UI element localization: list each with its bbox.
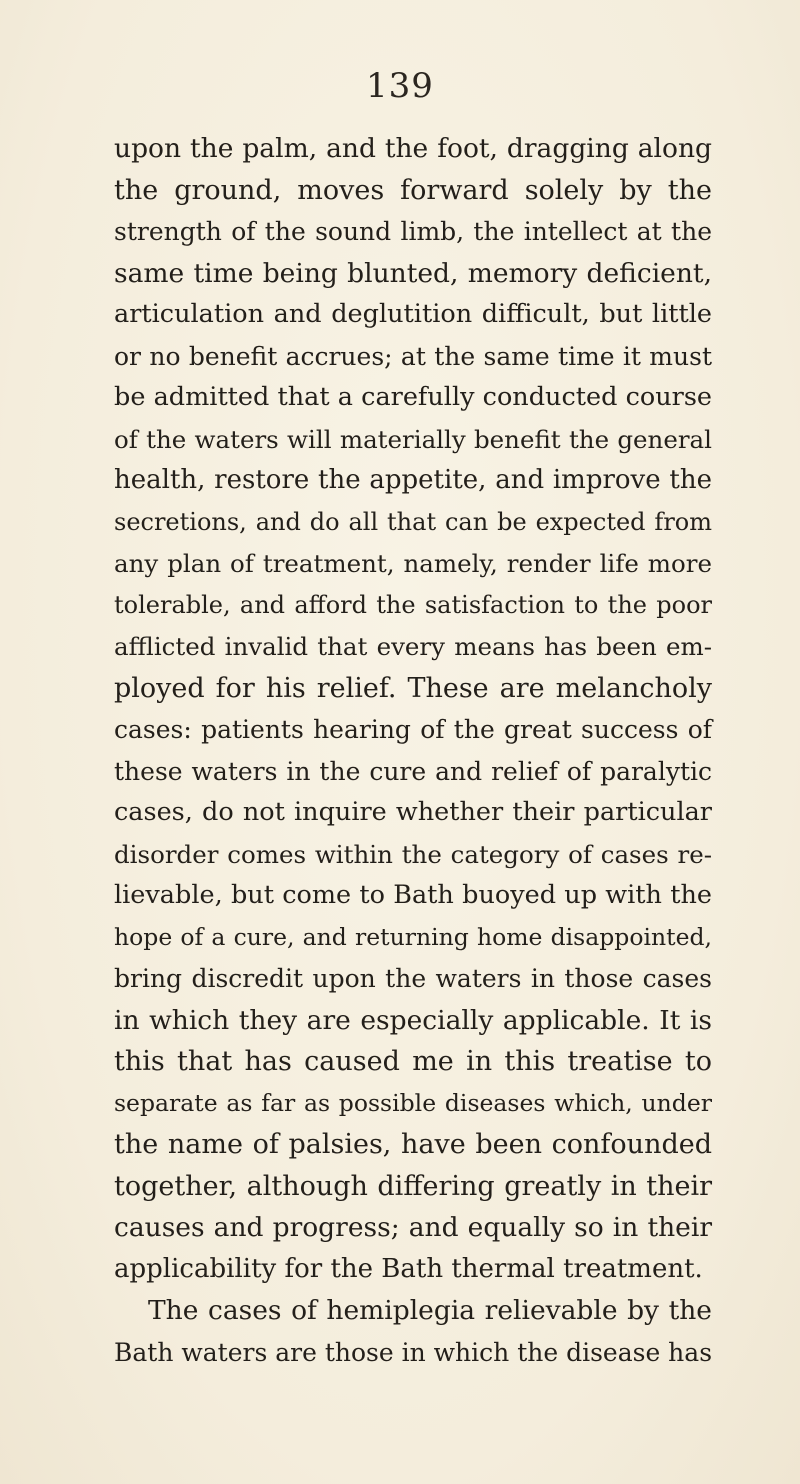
text-line: in which they are especially applicable. It is	[114, 1004, 712, 1036]
text-line: ployed for his relief. These are melancholy	[114, 672, 712, 704]
text-line: this that has caused me in this treatise to	[114, 1046, 712, 1077]
body-text	[114, 128, 712, 1373]
text-line: lievable, but come to Bath buoyed up with the	[114, 880, 712, 910]
text-line: any plan of treatment, namely, render life more	[114, 549, 712, 578]
text-line: The cases of hemiplegia relievable by the	[148, 1295, 712, 1326]
text-line: cases, do not inquire whether their particular	[114, 797, 712, 827]
text-line: these waters in the cure and relief of paralytic	[114, 756, 712, 786]
text-line: the name of palsies, have been confounded	[114, 1129, 712, 1160]
text-line: health, restore the appetite, and improve the	[114, 465, 712, 495]
text-line: separate as far as possible diseases which, under	[114, 1088, 712, 1117]
text-line: upon the palm, and the foot, dragging along	[114, 133, 712, 164]
text-line: the ground, moves forward solely by the	[114, 174, 712, 206]
text-line: disorder comes within the category of cases re-	[114, 839, 712, 869]
text-line: bring discredit upon the waters in those cases	[114, 964, 712, 993]
text-line: afflicted invalid that every means has been em-	[114, 632, 712, 661]
text-line: or no benefit accrues; at the same time it must	[114, 341, 712, 371]
text-line: causes and progress; and equally so in their	[114, 1212, 712, 1243]
text-line: same time being blunted, memory deficient,	[114, 257, 712, 289]
text-line: secretions, and do all that can be expected from	[114, 507, 712, 536]
text-line: cases: patients hearing of the great success of	[114, 715, 712, 744]
text-line: articulation and deglutition difficult, but little	[114, 299, 712, 329]
text-line: hope of a cure, and returning home disappointed,	[114, 922, 712, 951]
text-line: together, although differing greatly in their	[114, 1170, 712, 1202]
text-line: applicability for the Bath thermal treatment.	[114, 1253, 703, 1284]
text-line: tolerable, and afford the satisfaction to the poor	[114, 590, 712, 619]
text-line: of the waters will materially benefit the general	[114, 424, 712, 454]
text-line: strength of the sound limb, the intellect at the	[114, 217, 712, 246]
page-number: 139	[366, 66, 434, 106]
text-line: be admitted that a carefully conducted course	[114, 382, 712, 412]
text-line: Bath waters are those in which the disease has	[114, 1337, 713, 1367]
